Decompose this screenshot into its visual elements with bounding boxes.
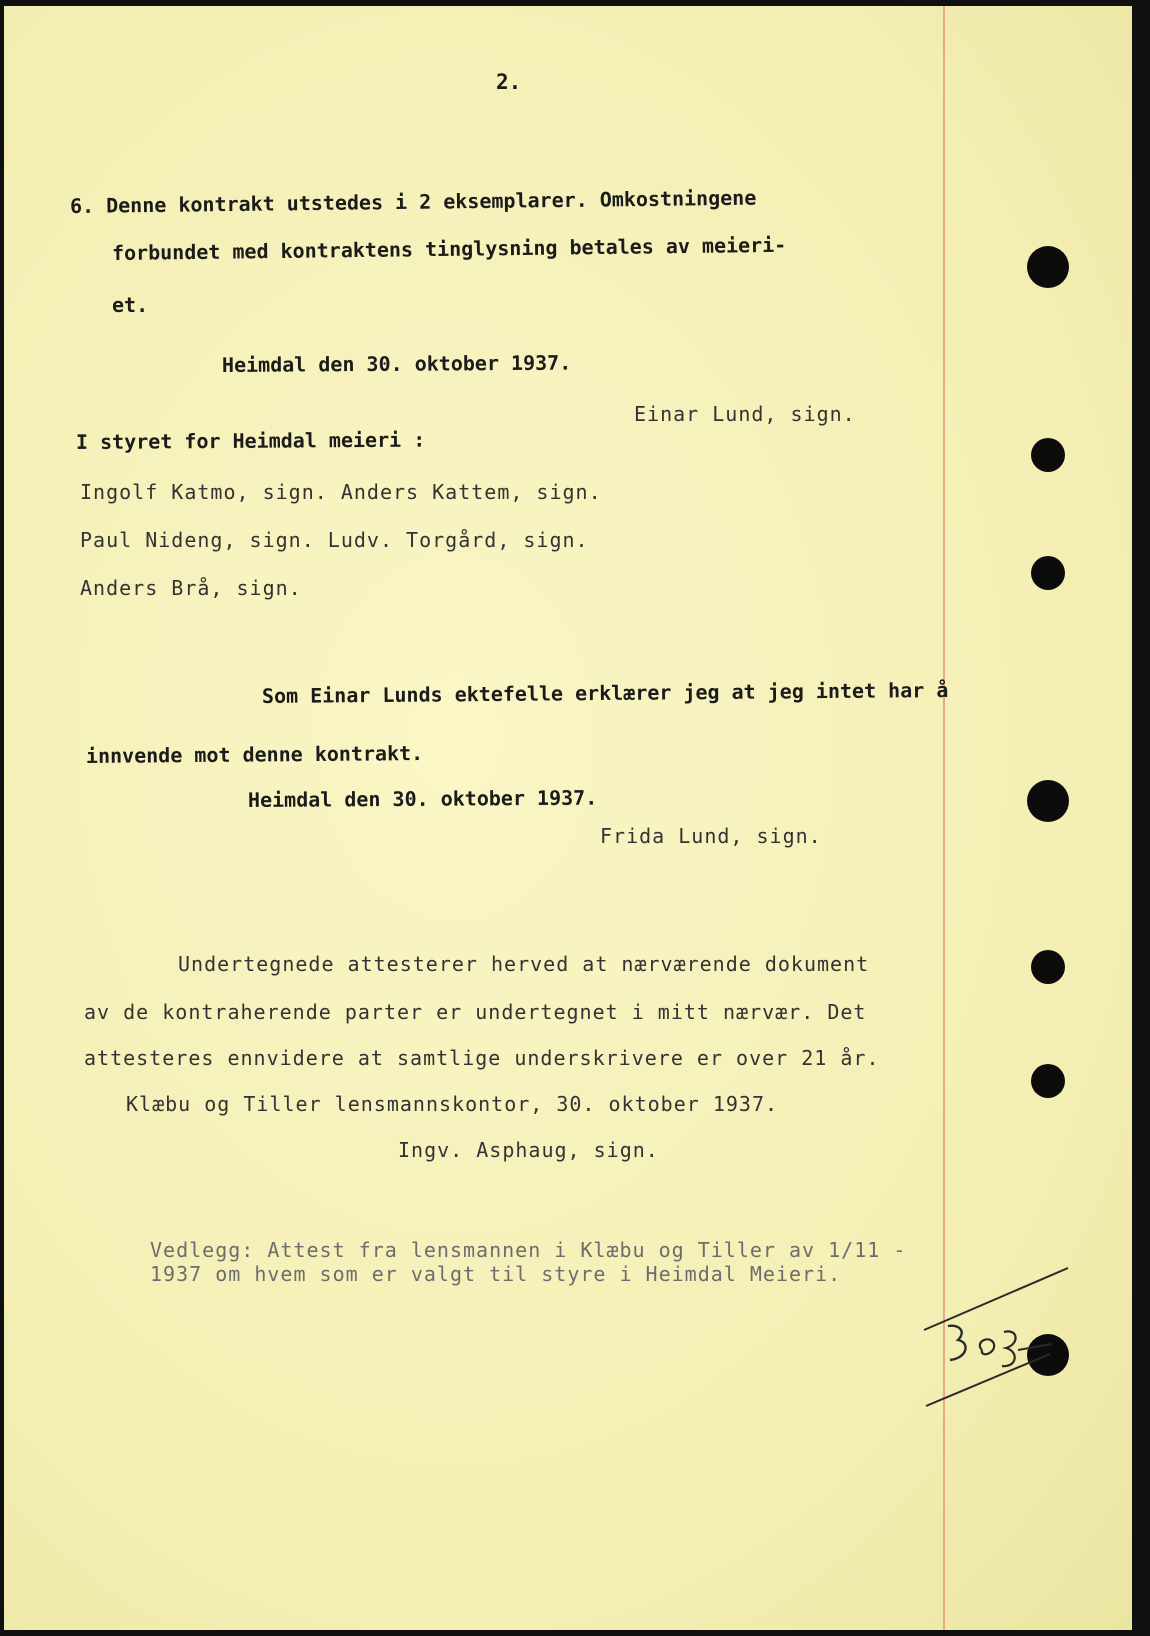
attestation-signer: Ingv. Asphaug, sign. [398, 1138, 659, 1162]
handwritten-initials [920, 1258, 1080, 1418]
board-signers-line-1: Ingolf Katmo, sign. Anders Kattem, sign. [80, 480, 602, 504]
page-number: 2. [496, 70, 522, 94]
punch-hole [1031, 438, 1065, 472]
attestation-line-1: Undertegnede attesterer herved at nærværende dokument [178, 952, 870, 976]
date-place-1: Heimdal den 30. oktober 1937. [221, 350, 572, 377]
attestation-line-3: attesteres ennvidere at samtlige underskrivere er over 21 år. [84, 1046, 880, 1070]
punch-hole [1031, 950, 1065, 984]
signer-einar-lund: Einar Lund, sign. [634, 402, 856, 426]
attestation-line-4: Klæbu og Tiller lensmannskontor, 30. oktober 1937. [126, 1092, 779, 1116]
clause-6-line-2: forbundet med kontraktens tinglysning betales av meieri- [111, 232, 787, 265]
attachment-line-1: Vedlegg: Attest fra lensmannen i Klæbu og Tiller av 1/11 - [150, 1238, 907, 1262]
spouse-statement-line-1: Som Einar Lunds ektefelle erklærer jeg at jeg intet har å [261, 678, 949, 708]
punch-hole [1027, 246, 1069, 288]
attestation-line-2: av de kontraherende parter er undertegnet i mitt nærvær. Det [84, 1000, 867, 1024]
board-heading: I styret for Heimdal meieri : [75, 427, 426, 454]
attachment-line-2: 1937 om hvem som er valgt til styre i Heimdal Meieri. [150, 1262, 842, 1286]
document-page [4, 6, 1132, 1630]
punch-hole [1031, 1064, 1065, 1098]
board-signers-line-3: Anders Brå, sign. [80, 576, 302, 600]
board-signers-line-2: Paul Nideng, sign. Ludv. Torgård, sign. [80, 528, 589, 552]
punch-hole [1031, 556, 1065, 590]
clause-6-line-3: et. [112, 293, 149, 317]
date-place-2: Heimdal den 30. oktober 1937. [247, 785, 598, 812]
punch-hole [1027, 780, 1069, 822]
clause-6-line-1: 6. Denne kontrakt utstedes i 2 eksemplarer. Omkostningene [69, 185, 757, 218]
signer-frida-lund: Frida Lund, sign. [600, 824, 822, 848]
spouse-statement-line-2: innvende mot denne kontrakt. [85, 741, 424, 768]
